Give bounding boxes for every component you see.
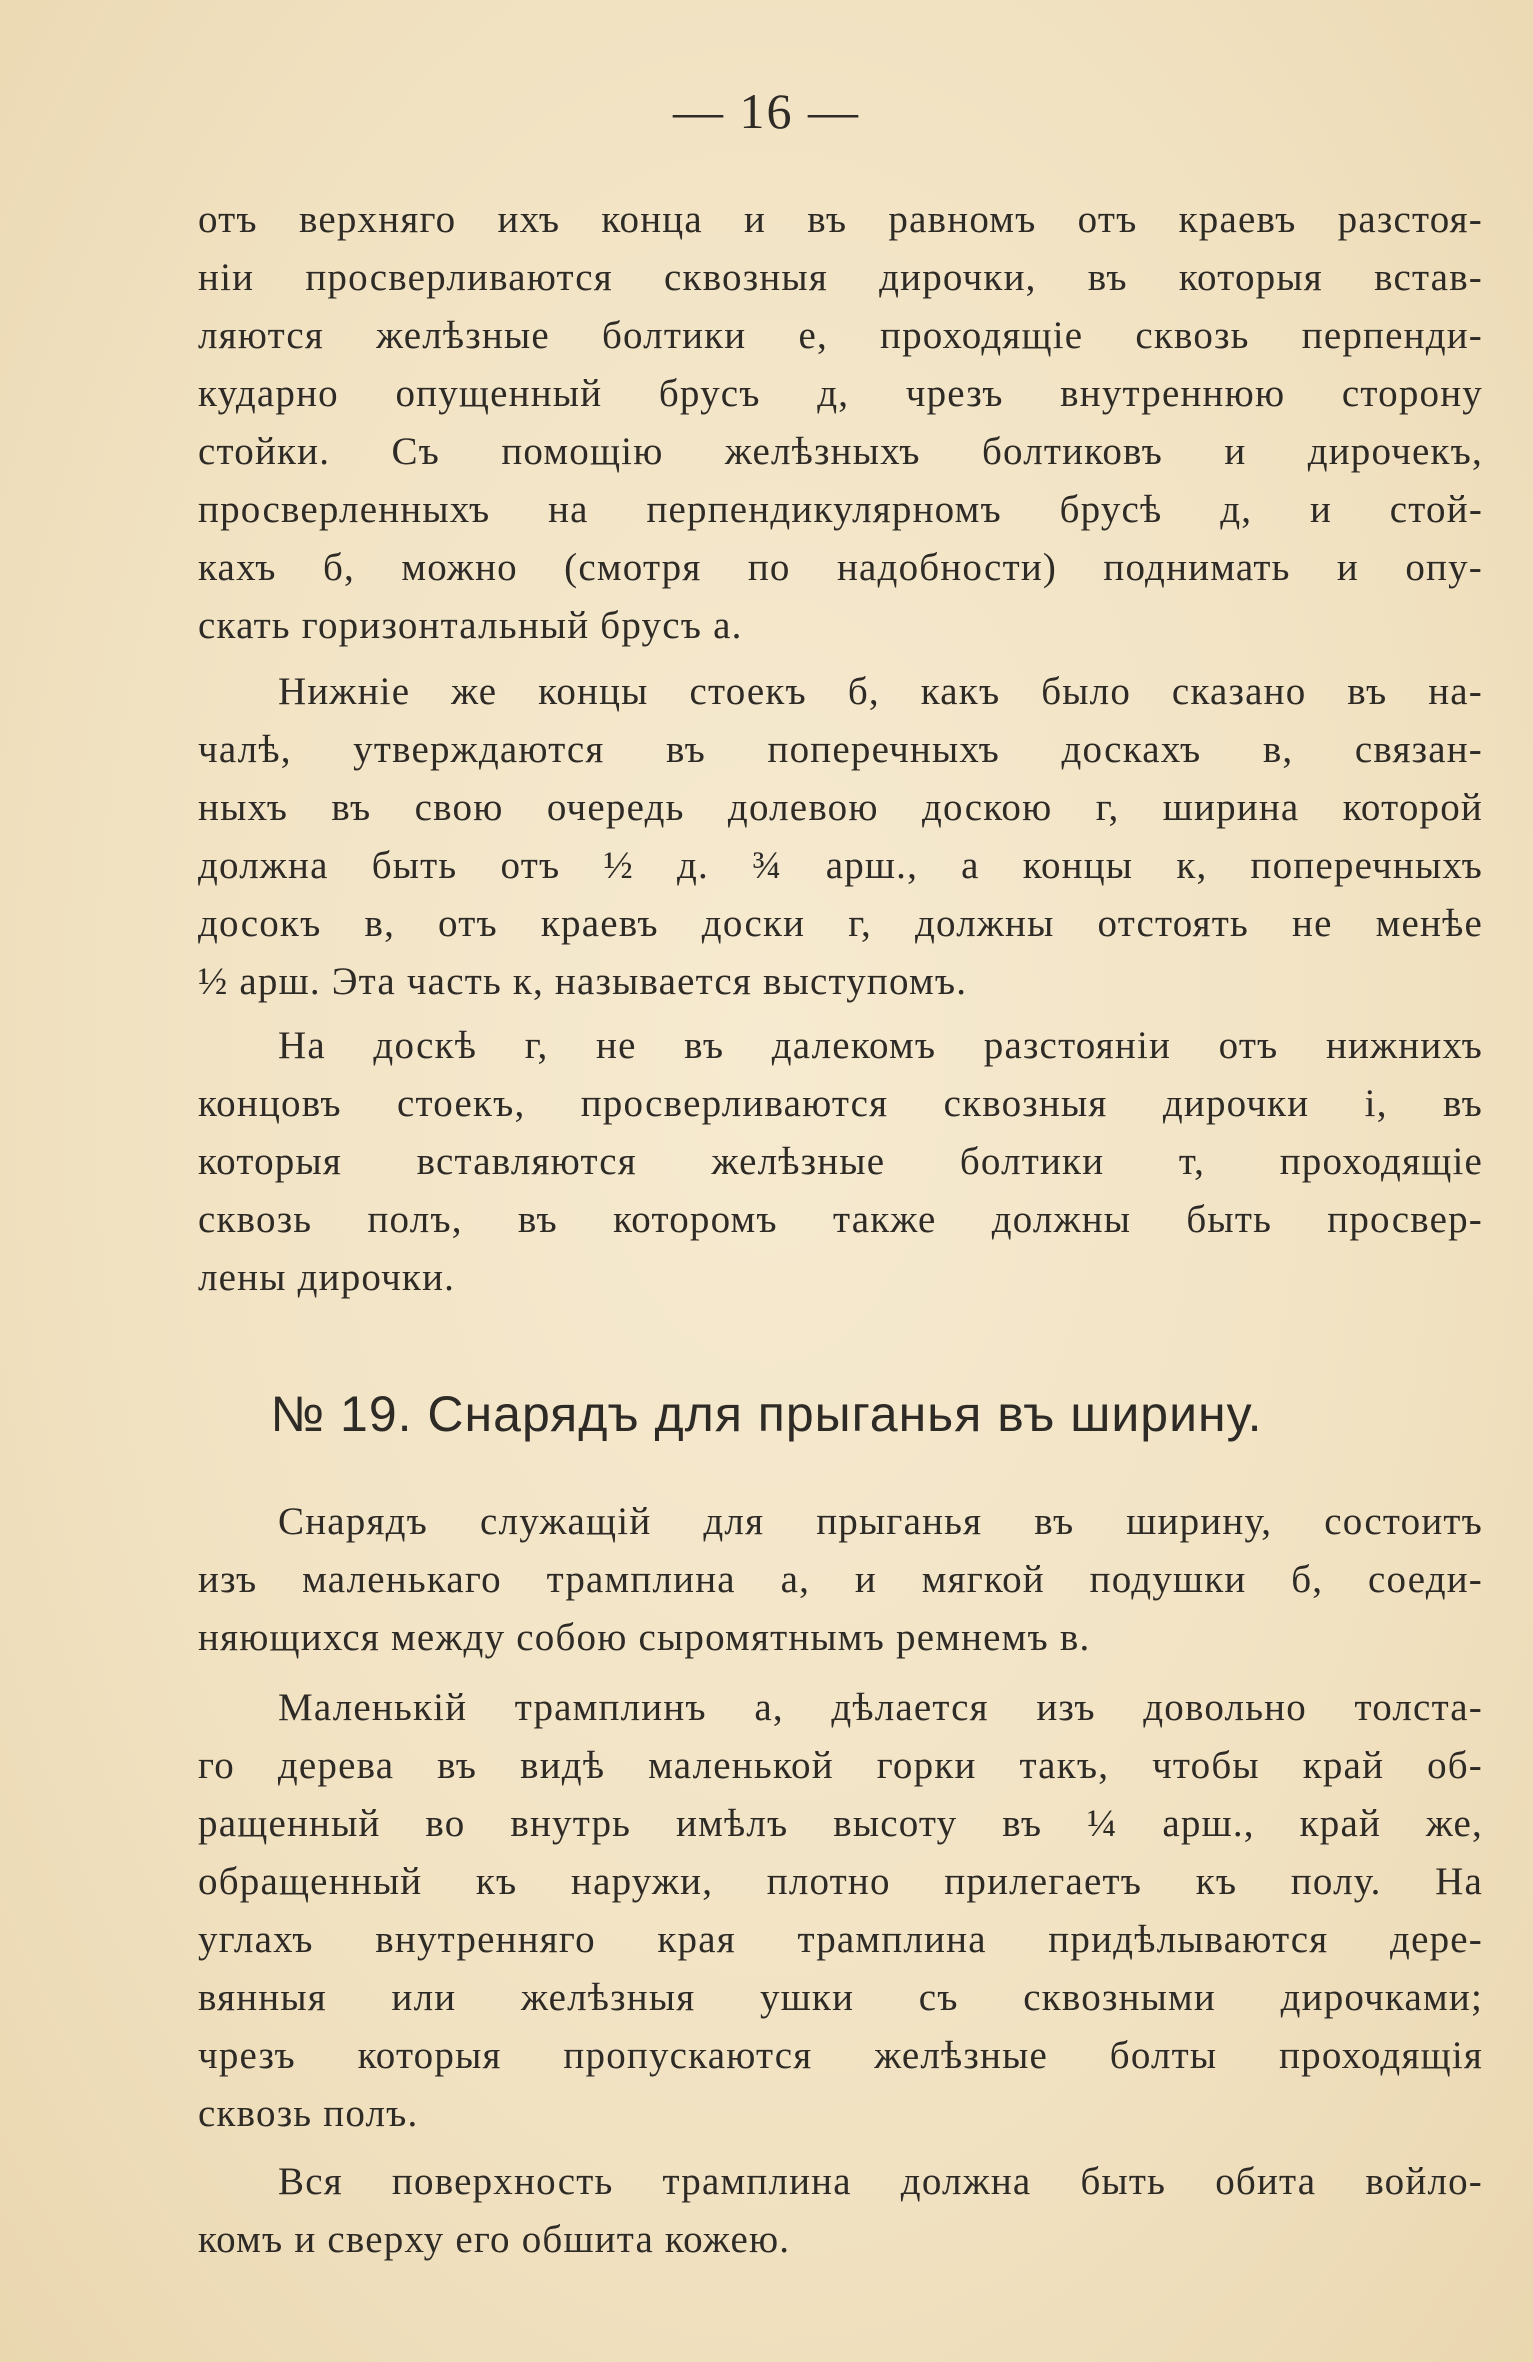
text-line: просверленныхъ на перпендикулярномъ брусѣ д, и стой- (198, 488, 1483, 531)
text-line: Маленькій трамплинъ а, дѣлается изъ довольно толста- (278, 1686, 1483, 1729)
page-number: — 16 — (673, 83, 860, 139)
text-line: ныхъ въ свою очередь долевою доскою г, ширина которой (198, 786, 1483, 829)
text-line: сквозь полъ, въ которомъ также должны быть просвер- (198, 1198, 1483, 1241)
text-line: которыя вставляются желѣзные болтики т, проходящіе (198, 1140, 1483, 1183)
text-line: вянныя или желѣзныя ушки съ сквозными дирочками; (198, 1976, 1483, 2019)
text-line: ращенный во внутрь имѣлъ высоту въ ¼ арш., край же, (198, 1802, 1483, 1845)
text-line: кударно опущенный брусъ д, чрезъ внутреннюю сторону (198, 372, 1483, 415)
text-line: ½ арш. Эта часть к, называется выступомъ. (198, 960, 968, 1003)
text-line: комъ и сверху его обшита кожею. (198, 2218, 791, 2261)
text-line: стойки. Съ помощію желѣзныхъ болтиковъ и дирочекъ, (198, 430, 1483, 473)
text-line: ніи просверливаются сквозныя дирочки, въ которыя встав- (198, 256, 1483, 299)
text-line: кахъ б, можно (смотря по надобности) поднимать и опу- (198, 546, 1483, 589)
text-line: должна быть отъ ½ д. ¾ арш., а концы к, поперечныхъ (198, 844, 1483, 887)
text-line: отъ верхняго ихъ конца и въ равномъ отъ краевъ разстоя- (198, 198, 1483, 241)
text-line: сквозь полъ. (198, 2092, 419, 2135)
text-line: Снарядъ служащій для прыганья въ ширину, состоитъ (278, 1500, 1483, 1543)
section-heading: № 19. Снарядъ для прыганья въ ширину. (270, 1386, 1263, 1442)
text-line: чалѣ, утверждаются въ поперечныхъ доскахъ в, связан- (198, 728, 1483, 771)
text-line: концовъ стоекъ, просверливаются сквозныя дирочки і, въ (198, 1082, 1483, 1125)
text-line: изъ маленькаго трамплина а, и мягкой подушки б, соеди- (198, 1558, 1483, 1601)
text-line: обращенный къ наружи, плотно прилегаетъ къ полу. На (198, 1860, 1483, 1903)
text-line: чрезъ которыя пропускаются желѣзные болты проходящія (198, 2034, 1483, 2077)
text-line: досокъ в, отъ краевъ доски г, должны отстоять не менѣе (198, 902, 1483, 945)
text-line: На доскѣ г, не въ далекомъ разстояніи отъ нижнихъ (278, 1024, 1483, 1067)
text-line: няющихся между собою сыромятнымъ ремнемъ в. (198, 1616, 1091, 1659)
text-line: ляются желѣзные болтики е, проходящіе сквозь перпенди- (198, 314, 1483, 357)
text-line: лены дирочки. (198, 1256, 456, 1299)
text-line: углахъ внутренняго края трамплина придѣлываются дере- (198, 1918, 1483, 1961)
text-line: го дерева въ видѣ маленькой горки такъ, чтобы край об- (198, 1744, 1483, 1787)
text-line: скать горизонтальный брусъ а. (198, 604, 743, 647)
text-line: Нижніе же концы стоекъ б, какъ было сказано въ на- (278, 670, 1483, 713)
text-line: Вся поверхность трамплина должна быть обита войло- (278, 2160, 1483, 2203)
